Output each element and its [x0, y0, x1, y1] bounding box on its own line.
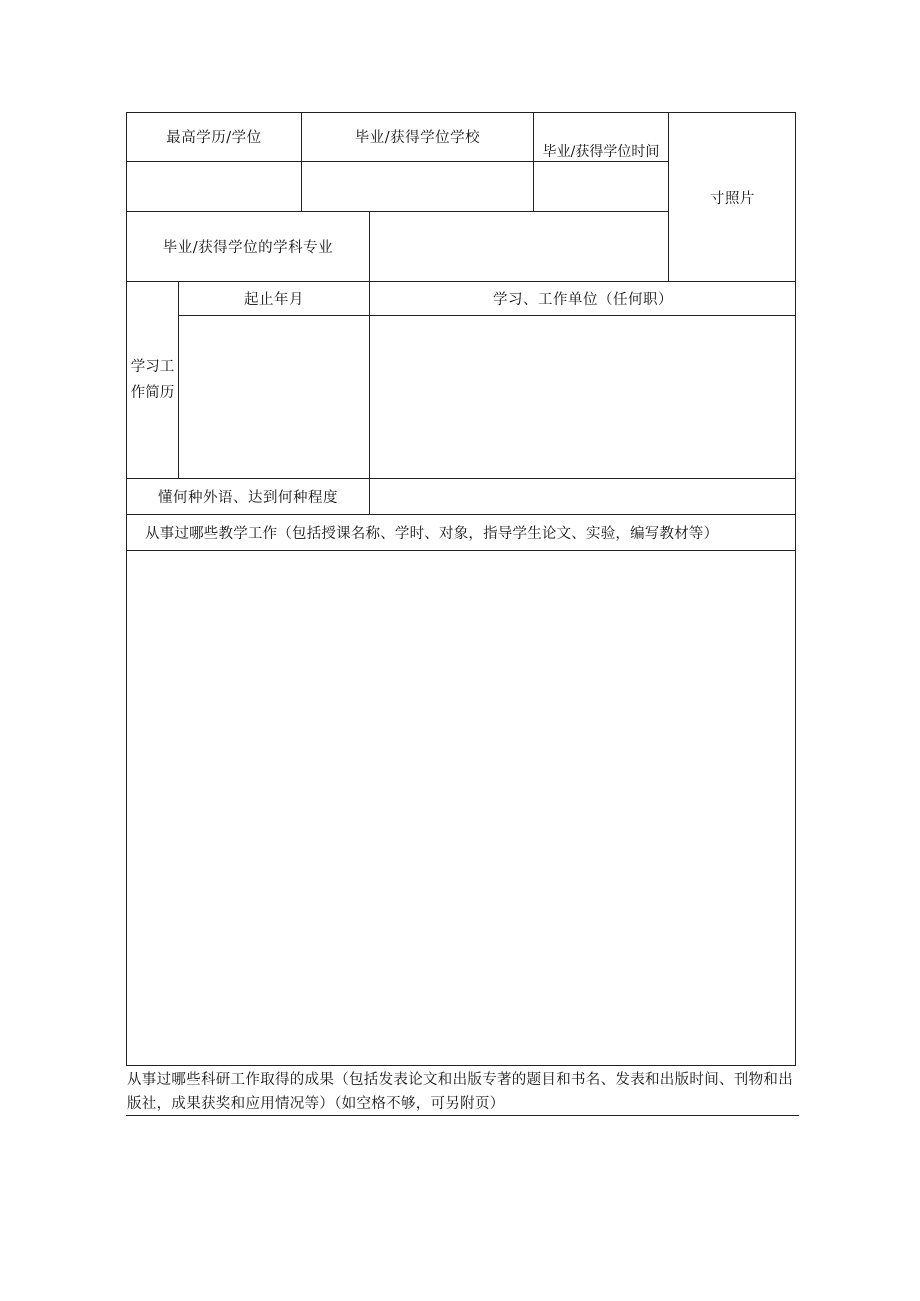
research-label: 从事过哪些科研工作取得的成果（包括发表论文和出版专著的题目和书名、发表和出版时间、刊物和出版社，成果获奖和应用情况等）（如空格不够，可另附页） [127, 1072, 793, 1112]
period-column-header: 起止年月 [244, 292, 304, 308]
unit-column-header: 学习、工作单位（任何职） [493, 292, 673, 308]
major-field[interactable] [370, 212, 668, 281]
graduation-time-field[interactable] [534, 162, 668, 211]
unit-field[interactable] [370, 316, 796, 478]
footer-divider [126, 1115, 799, 1116]
highest-degree-label: 最高学历/学位 [166, 130, 262, 146]
graduation-time-label: 毕业/获得学位时间 [542, 144, 660, 160]
teaching-field[interactable] [127, 551, 796, 1065]
school-field[interactable] [302, 162, 533, 211]
language-field[interactable] [370, 479, 796, 514]
language-label: 懂何种外语、达到何种程度 [158, 490, 338, 506]
teaching-label: 从事过哪些教学工作（包括授课名称、学时、对象，指导学生论文、实验，编写教材等） [145, 526, 719, 542]
school-label: 毕业/获得学位学校 [354, 130, 481, 146]
highest-degree-field[interactable] [127, 162, 301, 211]
resume-section-label: 学习工作简历 [130, 359, 175, 401]
period-field[interactable] [179, 316, 369, 478]
major-label: 毕业/获得学位的学科专业 [162, 240, 334, 256]
photo-placeholder: 寸照片 [710, 190, 755, 207]
